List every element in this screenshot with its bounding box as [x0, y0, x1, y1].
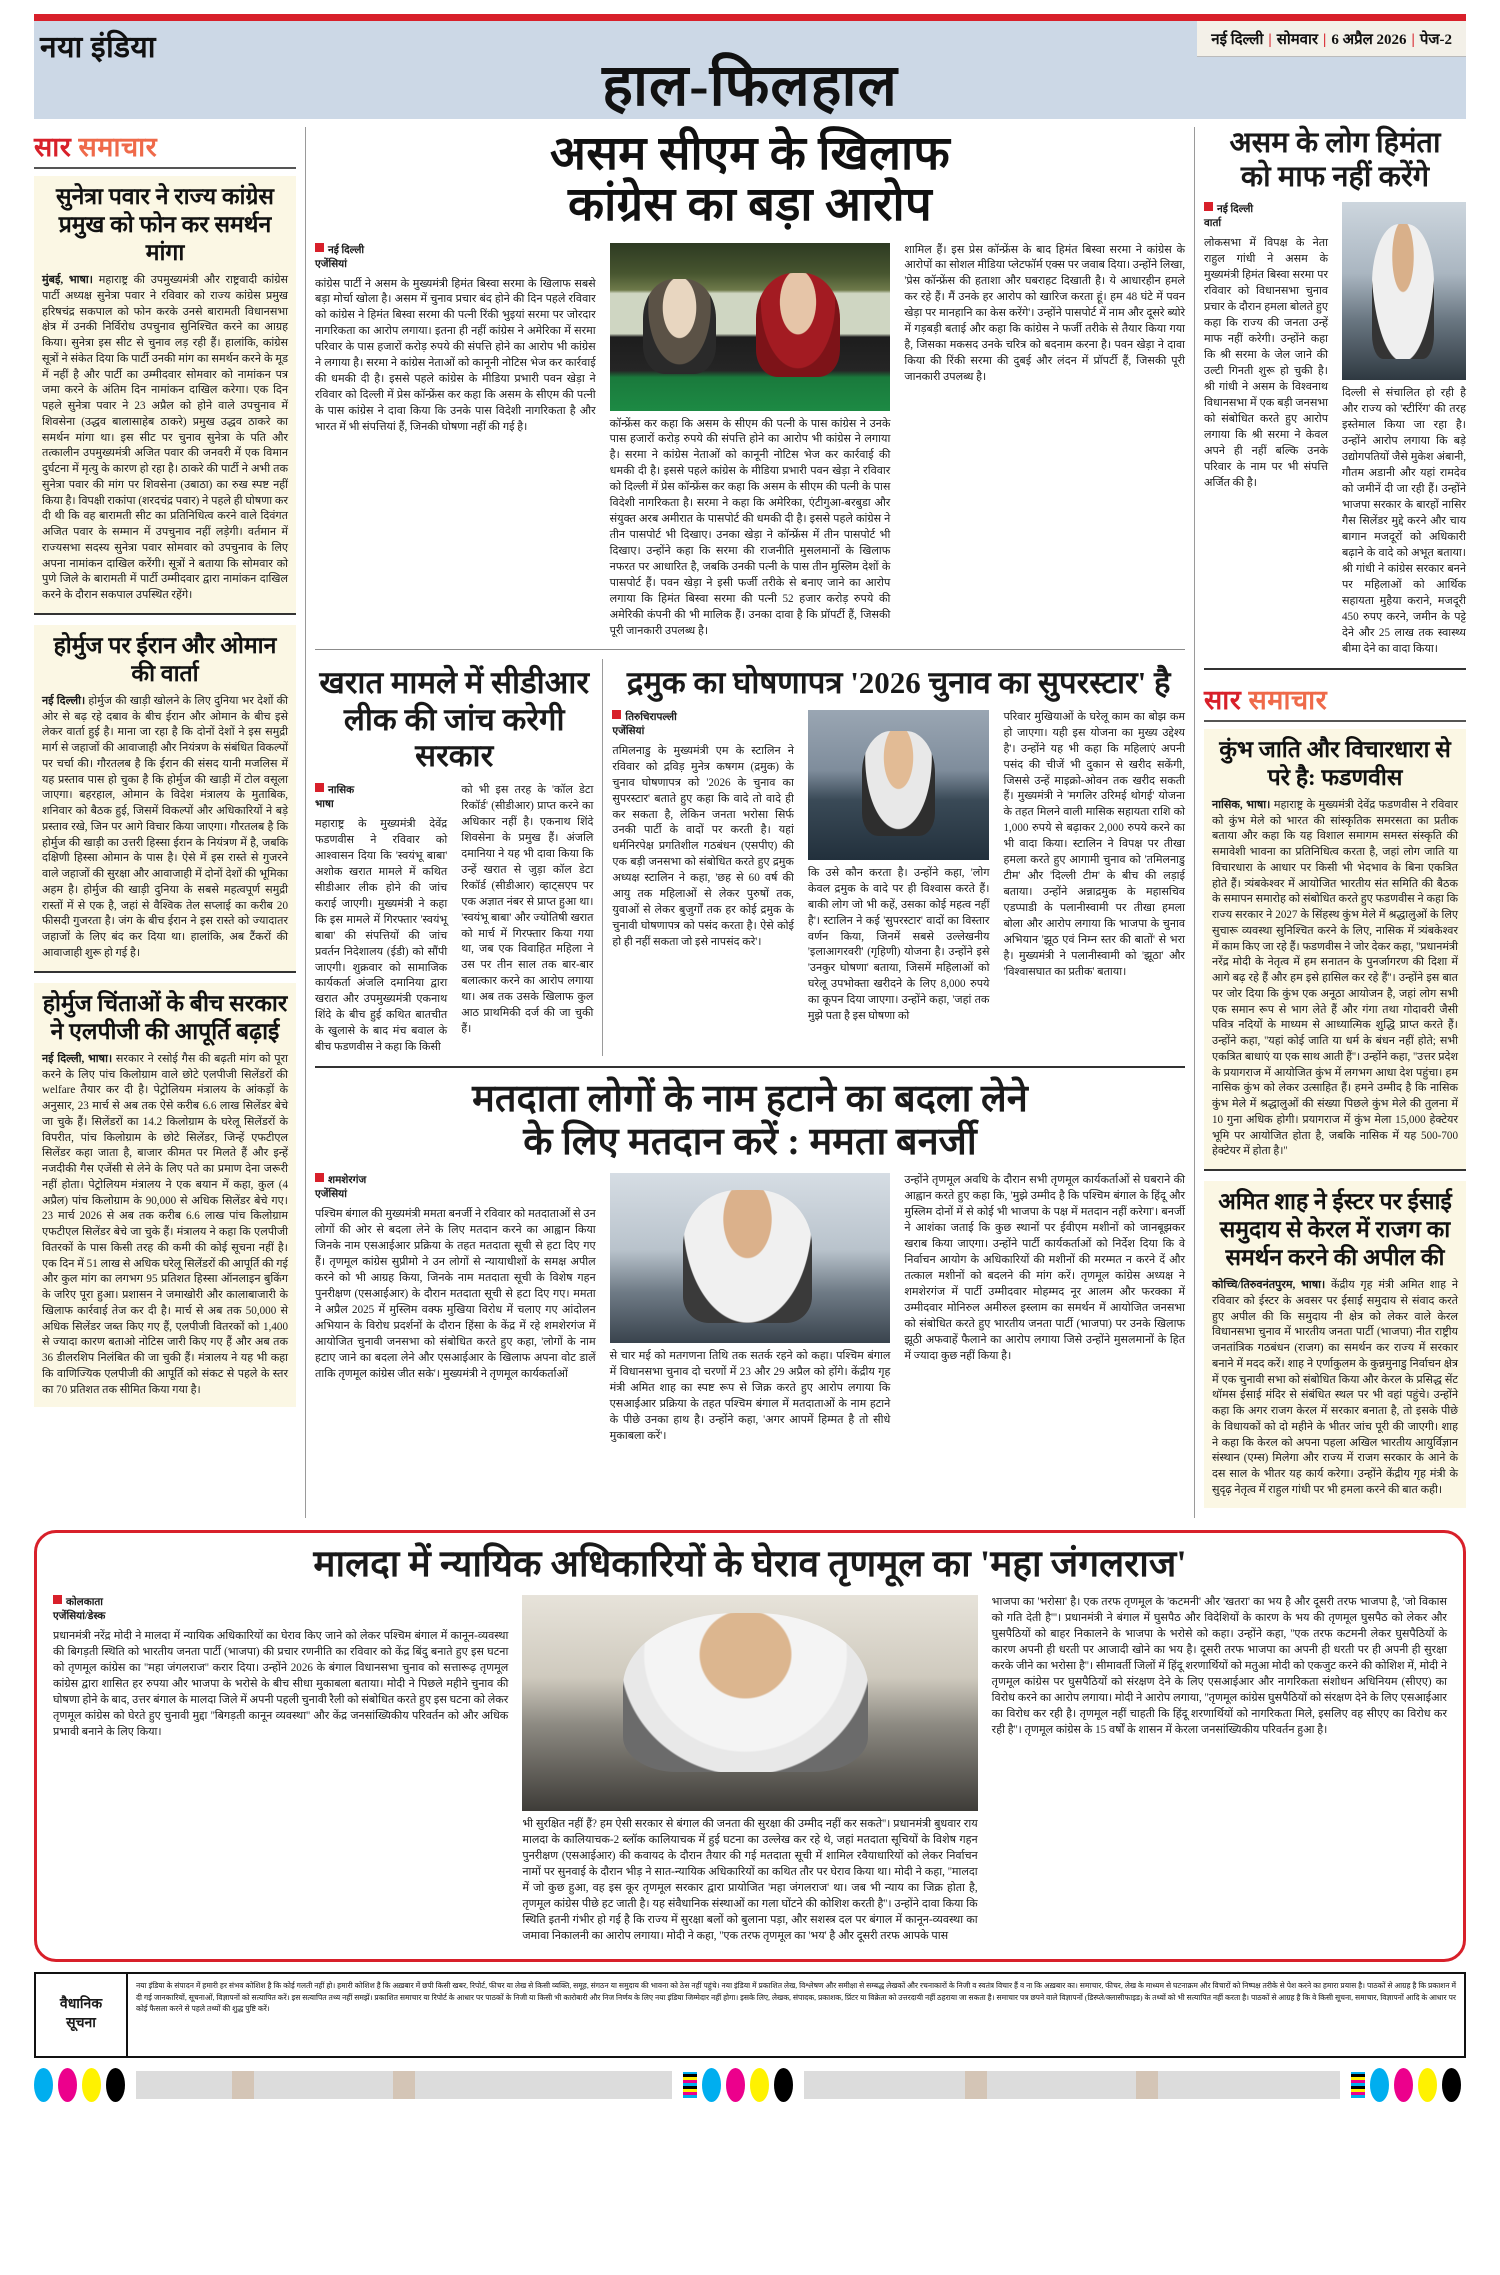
newspaper-logo: नया इंडिया [40, 31, 157, 64]
top-right-text-1: लोकसभा में विपक्ष के नेता राहुल गांधी ने असम के मुख्यमंत्री हिमंत बिस्वा सरमा पर रविवार को विधानसभा चुनाव प्रचार के दौरान हमला बोलते हुए कहा कि राज्य की जनता उन्हें माफ नहीं करेगी। उन्होंने कहा कि श्री सरमा के जेल जाने की उल्टी गिनती शुरू हो चुकी है। श्री गांधी ने असम के विश्वनाथ विधानसभा में एक बड़ी जनसभा को संबोधित करते हुए आरोप लगाया कि श्री सरमा ने केवल अपने ही नहीं बल्कि उनके परिवार के नाम पर भी संपत्ति अर्जित की है। [1204, 237, 1328, 489]
disclaimer-label [36, 1974, 128, 2056]
dmk-col-3 [996, 710, 1185, 1026]
magenta-dot-icon [1394, 2068, 1413, 2102]
registration-mark-icon [683, 2072, 697, 2098]
dmk-text-3: परिवार मुखियाओं के घरेलू काम का बोझ कम हो जाएगा। यही इस योजना का मुख्य उद्देश्य है'। उन्होंने यह भी कहा कि महिलाएं अपनी पसंद की चीजें भी दुकान से खरीद सकेंगी, जिससे उन्हें माइक्रो-ओवन तक खरीद सकती हैं। मुख्यमंत्री ने 'मगलिर उरिमई थोगई' योजना के तहत मिलने वाली मासिक सहायता राशि को 1,000 रुपये से बढ़ाकर 2,000 रुपये करने का भी वादा किया। स्टालिन ने विपक्ष पर तीखा हमला करते हुए आगामी चुनाव को 'तमिलनाडु टीम' और 'दिल्ली टीम' के बीच की लड़ाई बताया। उन्होंने अन्नाद्रमुक के महासचिव एडप्पाडी के पलानीस्वामी पर तीखा हमला बोला और आरोप लगाया कि भाजपा के चुनाव अभियान 'झूठ एवं निम्न स्तर की बातों' से भरा है। मुख्यमंत्री ने पलानीस्वामी को 'झूठा' और 'विश्वासघात का प्रतीक' बताया। [1003, 710, 1185, 979]
sidebar-item-0-body [42, 273, 288, 604]
right-sidebar-item-0[interactable] [1204, 729, 1466, 1171]
saar-rule [34, 167, 296, 169]
dmk-text-1: तमिलनाडु के मुख्यमंत्री एम के स्टालिन ने रविवार को द्रविड़ मुनेत्र कषगम (द्रमुक) के चुनाव घोषणापत्र को '2026 के चुनाव का सुपरस्टार' बताते हुए कहा कि वादे तो वादे ही कर सकता है, लेकिन जनता भरोसा सिर्फ उनकी पार्टी के वादों पर करती है। यहां धर्मनिरपेक्ष प्रगतिशील गठबंधन (एसपीए) की एक बड़ी जनसभा को संबोधित करते हुए द्रमुक अध्यक्ष स्टालिन ने कहा, 'छह से 60 वर्ष की आयु तक महिलाओं से लेकर पुरुषों तक, युवाओं से लेकर बुजुर्गों तक हर कोई द्रमुक के चुनावी घोषणापत्र को पसंद करता है। ऐसे कोई हो ही नहीं सकता जो इसे नापसंद करे'। [612, 744, 794, 949]
right-sidebar-item-0-text: महाराष्ट्र के मुख्यमंत्री देवेंद्र फडणवीस ने रविवार को कुंभ मेले को भारत की सांस्कृतिक समरसता का प्रतीक बताया और कहा कि यह विशाल समागम समस्त संस्कृति की समावेशी भावना का प्रतिनिधित्व करता है, जहां लोग जाति या विचारधारा के आधार पर किसी भी भेदभाव के बिना एकत्रित होते हैं। त्र्यंबकेश्वर में आयोजित भारतीय संत समिति की बैठक के समापन समारोह को संबोधित करते हुए फडणवीस ने कहा कि राज्य सरकार ने 2027 के सिंहस्थ कुंभ मेले में श्रद्धालुओं के लिए सुचारू व्यवस्था सुनिश्चित करने के लिए, नासिक में त्र्यंबकेश्वर में काम किए जा रहे हैं। फडणवीस ने जोर देकर कहा, ''प्रधानमंत्री नरेंद्र मोदी के नेतृत्व में हम सनातन के पुनर्जागरण की दिशा में आगे बढ़ रहे हैं और हम इसे हासिल कर रहे हैं''। उन्होंने इस बात पर जोर दिया कि कुंभ एक अनूठा आयोजन है, जहां लोग सभी एक समान रूप से भाग लेते हैं और गंगा तथा गोदावरी जैसी पवित्र नदियों के माध्यम से आध्यात्मिक शुद्धि प्राप्त करते हैं। उन्होंने कहा, ''यहां कोई जाति या धर्म के बंधन नहीं होते; सभी एकत्रित बाधाएं या एक साथ आती हैं''। उन्होंने कहा, ''उत्तर प्रदेश के प्रयागराज में आयोजित कुंभ में लगभग आधा देश पहुंचा। हम नासिक कुंभ को लेकर उत्साहित हैं। हमने उम्मीद है कि नासिक कुंभ मेले में श्रद्धालुओं की संख्या पिछले कुंभ मेले की तुलना में 10 गुना अधिक होगी। प्रयागराज में कुंभ मेला 15,000 हेक्टेयर भूमि पर आयोजित होता है, जबकि नासिक में यह 500-700 हेक्टेयर में होता है।'' [1212, 798, 1458, 1158]
mamata-story-headline [315, 1078, 1185, 1163]
cdr-city: नासिक [328, 784, 355, 796]
top-right-text-2: दिल्ली से संचालित हो रही है और राज्य को 'स्टीरिंग' की तरह इस्तेमाल किया जा रहा है। उन्होंने आरोप लगाया कि बड़े उद्योगपतियों जैसे मुकेश अंबानी, गौतम अडानी और यहां रामदेव को जमीनें दी जा रही हैं। उन्होंने भाजपा सरकार के बारहों नासिर गैस सिलेंडर मुद्दे करने और चाय बागान मजदूरों को अधिकारी बढ़ाने के वादे को अभूत बताया। श्री गांधी ने कांग्रेस सरकार बनने पर महिलाओं को आर्थिक सहायता मुहैया कराने, मजदूरी 450 रुपए करने, जमीन के पट्टे देने और 25 लाख तक स्वास्थ्य बीमा देने का वादा किया। [1342, 387, 1466, 655]
red-square-icon [315, 1173, 324, 1182]
press-registration-bar [34, 2066, 1466, 2104]
left-sidebar [34, 127, 296, 1518]
dmk-text-2: कि उसे कौन करता है। उन्होंने कहा, 'लोग केवल द्रमुक के वादे पर ही विश्वास करते हैं। बाकी लोग जो भी कहें, उसका कोई महत्व नहीं है'। स्टालिन ने कई 'सुपरस्टार' वादों का विस्तार वर्णन किया, जिनमें सबसे उल्लेखनीय 'इलाआगरवरी' (गृहिणी) योजना है। उन्होंने इसे 'उनकुर घोषणा' बताया, जिसमें महिलाओं को घरेलू उपभोक्ता खरीदने के लिए 8,000 रुपये का कूपन दिया जाएगा। उन्होंने कहा, 'जहां तक मुझे पता है इस घोषणा को [807, 866, 990, 1023]
cdr-agency: भाषा [315, 798, 334, 810]
red-square-icon [315, 783, 324, 792]
column-divider [1194, 127, 1195, 1518]
disclaimer-label-line1: वैधानिक [59, 1997, 103, 2013]
malda-col-3 [985, 1595, 1447, 1945]
dmk-story-headline: द्रमुक का घोषणापत्र '2026 चुनाव का सुपरस्टार' है [626, 665, 1171, 701]
sidebar-item-0-text: महाराष्ट्र की उपमुख्यमंत्री और राष्ट्रवादी कांग्रेस पार्टी अध्यक्ष सुनेत्रा पवार ने रविवार को राज्य कांग्रेस प्रमुख हरिषचंद्र सकपाल को फोन करके उनसे बारामती विधानसभा क्षेत्र में उनकी निर्विरोध उपचुनाव सुनिश्चित करने का आग्रह किया। सुनेत्रा इस सीट से चुनाव लड़ रही हैं। हालांकि, कांग्रेस सूत्रों ने संकेत दिया कि पार्टी उनकी मांग का समर्थन करने के मूड में नहीं है और पार्टी का उम्मीदवार सोमवार को नामांकन पत्र जमा करने के अंतिम दिन नामांकन दाखिल करेगा। एक दिन पहले सुनेत्रा पवार ने 23 अप्रैल को होने वाले उपचुनाव में शिवसेना (उद्धव बालासाहेब ठाकरे) प्रमुख उद्धव ठाकरे का समर्थन मांगा था। इस सीट पर चुनाव सुनेत्रा के पति और तत्कालीन उपमुख्यमंत्री अजित पवार की जनवरी में एक विमान दुर्घटना में मृत्यु के कारण हो रहा है। ठाकरे की पार्टी ने अभी तक सुनेत्रा पवार की मांग पर शिवसेना (उबाठा) का रुख स्पष्ट नहीं किया है। विपक्षी राकांपा (शरदचंद्र पवार) ने पहले ही घोषणा कर दी थी कि वह बारामती सीट का प्रतिनिधित्व करने वाले दिवंगत अजित पवार के सम्मान में उपचुनाव नहीं लड़ेगी। वर्तमान में राज्यसभा सदस्य सुनेत्रा पवार सोमवार को उपचुनाव के लिए अपना नामांकन दाखिल करेंगी। सूत्रों ने बताया कि सोमवार को पुणे जिले के बारामती में पार्टी उम्मीदवार द्वारा नामांकन दाखिल करने के दौरान सकपाल उपस्थित रहेंगे। [42, 274, 288, 602]
page-title: हाल-फिलहाल [602, 53, 898, 118]
lead-story-dateline [315, 243, 596, 257]
cdr-story[interactable] [315, 659, 593, 1056]
sidebar-item-0-headline: सुनेत्रा पवार ने राज्य कांग्रेस प्रमुख को फोन कर समर्थन मांगा [56, 184, 274, 266]
cyan-dot-icon [34, 2068, 53, 2102]
malda-text-2: भी सुरक्षित नहीं हैं? हम ऐसी सरकार से बंगाल की जनता की सुरक्षा की उम्मीद नहीं कर सकते''। प्रधानमंत्री बुधवार राय मालदा के कालियाचक-2 ब्लॉक कालियाचक में हुई घटना का उल्लेख कर रहे थे, जहां मतदाता सूचियों के विशेष गहन पुनरीक्षण (एसआईआर) की कवायद के दौरान तैयार की गई मतदाता सूची में शामिल रवैयाधारियों को लेकर निर्वाचन नामों पर सुनवाई के दौरान भीड़ ने सात-न्यायिक अधिकारियों का कथित तौर पर घेराव किया था। मोदी ने कहा, ''मालदा में जो कुछ हुआ, वह इस कूर तृणमूल सरकार द्वारा प्रायोजित 'महा जंगलराज' था। जब भी न्याय का जिक्र होता है, तृणमूल कांग्रेस पीछे हट जाती है। यह संवैधानिक संस्थाओं का गला घोंटने की कोशिश करती है''। उन्होंने दावा किया कि स्थिति इतनी गंभीर हो गई है कि राज्य में सुरक्षा बलों को बुलाना पड़ा, और सशस्त्र दल पर बंगाल में कानून-व्यवस्था का जमावा निकालनी का आरोप लगाया। मोदी ने कहा, ''एक तरफ तृणमूल का 'भय' है और दूसरी तरफ आपके पास [522, 1818, 978, 1943]
top-right-story[interactable] [1204, 127, 1466, 658]
dmk-story-photo [808, 710, 990, 860]
top-right-headline [1204, 127, 1466, 194]
mamata-col-3 [897, 1173, 1185, 1445]
yellow-dot-icon [750, 2068, 769, 2102]
malda-headline-part1: मालदा में न्यायिक अधिकारियों के घेराव तृणमूल का [313, 1543, 971, 1585]
dmk-city: तिरुचिरापल्ली [625, 711, 677, 723]
cdr-headline-line1: खरात मामले में सीडीआर [319, 665, 589, 701]
right-sidebar-item-1[interactable] [1204, 1181, 1466, 1508]
grey-bar-1 [136, 2071, 672, 2099]
sidebar-item-1[interactable] [34, 625, 296, 973]
mamata-headline-line2: के लिए मतदान करें : ममता बनर्जी [523, 1120, 977, 1163]
right-saar-label-2: समाचार [1248, 684, 1328, 715]
right-sidebar-item-1-body [1212, 1278, 1458, 1499]
malda-dateline [53, 1595, 508, 1609]
malda-story-photo [522, 1595, 977, 1811]
sidebar-item-2[interactable] [34, 983, 296, 1408]
lead-story-headline-line2: कांग्रेस का बड़ा आरोप [568, 178, 932, 231]
malda-story-headline [53, 1545, 1447, 1586]
sidebar-item-0-dateline: मुंबई, भाषा। [42, 274, 94, 287]
mamata-col-2 [603, 1173, 898, 1445]
column-divider [602, 659, 603, 1056]
lead-story-headline [315, 129, 1185, 231]
red-square-icon [612, 710, 621, 719]
top-right-dateline [1204, 202, 1328, 216]
grey-bar-2 [804, 2071, 1340, 2099]
malda-text-3: भाजपा का 'भरोसा' है। एक तरफ तृणमूल के 'कटमनी' और 'खतरा' का भय है और दूसरी तरफ भाजपा है, 'जो विकास को गति देती है'''। प्रधानमंत्री ने बंगाल में घुसपैठ और विदेशियों के कारण के भय की तृणमूल घुसपैठ को लेकर और घुसपैठियों को बाहर निकालने के भाजपा के भरोसे को कहा। उन्होंने कहा, ''एक तरफ कटमनी लेकर घुसपैठियों के कारण अपनी ही धरती पर आजादी खोने का भय है। दूसरी तरफ भाजपा का अपनी ही धरती पर ही अपनी ही सुरक्षा करके जीने का भरोसा है''। सीमावर्ती जिलों में हिंदू शरणार्थियों को मतुआ मोदी को एकजुट करने की कोशिश में, मोदी ने तृणमूल कांग्रेस पर घुसपैठियों को संरक्षण देने के लिए एसआईआर और नागरिकता संशोधन अधिनियम (सीएए) का विरोध करने का आरोप लगाया। मोदी ने आरोप लगाया, ''तृणमूल कांग्रेस घुसपैठियों को संरक्षण देने के लिए एसआईआर का विरोध कर रही है। तृणमूल नहीं चाहती कि हिंदू शरणार्थियों को नागरिकता मिले, इसलिए वह सीएए का विरोध कर रही है''। तृणमूल कांग्रेस के 15 वर्षों के शासन में केरला जनसांख्यिकीय परिवर्तन हुआ है। [991, 1596, 1447, 1737]
black-dot-icon [1442, 2068, 1461, 2102]
yellow-dot-icon [82, 2068, 101, 2102]
right-sidebar-item-1-text: केंद्रीय गृह मंत्री अमित शाह ने रविवार को ईस्टर के अवसर पर ईसाई समुदाय से संवाद करते हुए अपील की कि समुदाय नी क्षेत्र को लेकर वाले केरल विधानसभा चुनाव में भारतीय जनता पार्टी (भाजपा) नीत राष्ट्रीय जनतांत्रिक गठबंधन (राजग) का समर्थन कर राज्य में सरकार बनाने में मदद करें। शाह ने एर्णाकुलम के कुन्नमुनाडु निर्वाचन क्षेत्र में एक चुनावी सभा को संबोधित किया और केरल के प्रसिद्ध सेंट थॉमस ईसाई मंदिर से संबंधित स्थल पर भी वहां पहुंचे। उन्होंने कहा कि अगर राजग केरल में सरकार बनाता है, तो इसके पीछे के विधायकों को दो महीने के भीतर जांच पूरी की जाएगी। शाह ने कहा कि केरल को अपना पहला अखिल भारतीय आयुर्विज्ञान संस्थान (एम्स) मिलेगा और राज्य में राजग सरकार के आने के दस साल के भीतर यह कार्य करेगा। उन्होंने केंद्रीय गृह मंत्री के सुदृढ़ नेतृत्व में राहुल गांधी पर भी हमला करने की बात कही। [1212, 1279, 1458, 1496]
right-sidebar-item-0-headline: कुंभ जाति और विचारधारा से परे है: फडणवीस [1219, 736, 1451, 790]
edition-dateline: नई दिल्ली | सोमवार | 6 अप्रैल 2026 | पेज-2 [1197, 21, 1466, 57]
cyan-dot-icon [1370, 2068, 1389, 2102]
dmk-agency: एजेंसियां [612, 725, 645, 737]
right-column [1204, 127, 1466, 1518]
saar-samachar-header [34, 127, 296, 167]
top-right-headline-line2: को माफ नहीं करेंगे [1240, 160, 1430, 193]
edition-city: नई दिल्ली [1211, 32, 1264, 48]
lead-story-headline-line1: असम सीएम के खिलाफ [550, 128, 950, 180]
black-dot-icon [774, 2068, 793, 2102]
masthead [34, 21, 1466, 119]
mamata-city: शमशेरगंज [328, 1175, 367, 1187]
dmk-dateline [612, 710, 794, 724]
sidebar-item-1-headline: होर्मुज पर ईरान और ओमान की वार्ता [53, 632, 277, 686]
mamata-story[interactable] [315, 1078, 1185, 1445]
mamata-text-2: से चार मई को मतगणना तिथि तक सतर्क रहने को कहा। पश्चिम बंगाल में विधानसभा चुनाव दो चरणों में 23 और 29 अप्रैल को होंगे। केंद्रीय गृह मंत्री अमित शाह का स्पष्ट रूप से जिक्र करते हुए आरोप लगाया कि एसआईआर प्रक्रिया के तहत पश्चिम बंगाल में मतदाताओं के नाम हटाने के पीछे उनका हाथ है। उन्होंने कहा, 'अगर आपमें हिम्मत है तो सीधे मुकाबला करें'। [609, 1350, 891, 1443]
cdr-text-2: को भी इस तरह के 'कॉल डेटा रिकॉर्ड' (सीडीआर) प्राप्त करने का अधिकार नहीं है। एकनाथ शिंदे शिवसेना के प्रमुख हैं। अंजलि दमानिया ने यह भी दावा किया कि उन्हें खरात से जुड़ा कॉल डेटा रिकॉर्ड (सीडीआर) व्हाट्सएप पर एक अज्ञात नंबर से प्राप्त हुआ था। 'स्वयंभू बाबा' और ज्योतिषी खरात को मार्च में गिरफ्तार किया गया था, जब एक विवाहित महिला ने उस पर तीन साल तक बार-बार बलात्कार करने का आरोप लगाया था। अब तक उसके खिलाफ कुल आठ प्राथमिकी दर्ज की जा चुकी हैं। [461, 783, 594, 1036]
top-zone [34, 127, 1466, 1518]
saar-label-2: समाचार [78, 132, 158, 162]
magenta-dot-icon [726, 2068, 745, 2102]
lead-story-columns [315, 243, 1185, 641]
sidebar-item-2-text: सरकार ने रसोई गैस की बढ़ती मांग को पूरा करने के लिए पांच किलोग्राम वाले छोटे एलपीजी सिलेंडरों की welfare तैयार कर दी है। पेट्रोलियम मंत्रालय के आंकड़ों के अनुसार, 23 मार्च से अब तक ऐसे करीब 6.6 लाख सिलेंडर बेचे जा चुके हैं। सिलेंडरों का 14.2 किलोग्राम के घरेलू सिलेंडरों के विपरीत, पांच किलोग्राम के छोटे सिलेंडर, जिन्हें एफटीएल सिलेंडर कहा जाता है, बाजार कीमत पर मिलते हैं और इन्हें नजदीकी गैस एजेंसी से लेने के लिए पते का प्रमाण देना जरूरी नहीं होता। पेट्रोलियम मंत्रालय ने एक बयान में कहा, कुल (4 अप्रैल) पांच किलोग्राम के 90,000 से अधिक सिलेंडर बेचे गए। 23 मार्च 2026 से अब तक करीब 6.6 लाख पांच किलोग्राम एफटीएल सिलेंडर बेचे जा चुके हैं। मंत्रालय ने कहा कि एलपीजी वितरकों के पास किसी तरह की कमी की कोई सूचना नहीं है। एक दिन में 51 लाख से अधिक घरेलू सिलेंडरों की आपूर्ति की गई और कुल मांग का लगभग 95 प्रतिशत हिस्सा ऑनलाइन बुकिंग के जरिए पूरा हुआ। प्रशासन ने जमाखोरी और कालाबाजारी के खिलाफ कार्रवाई तेज कर दी है। मार्च से अब तक 50,000 से अधिक सिलेंडर जब्त किए गए हैं, एलपीजी वितरकों को 1,400 से ज्यादा कारण बताओ नोटिस जारी किए गए हैं और अब तक 36 डीलरशिप निलंबित की जा चुकी हैं। मंत्रालय ने यह भी कहा कि वाणिज्यिक एलपीजी की आपूर्ति को संकट से पहले के स्तर का 70 प्रतिशत तक सीमित किया गया है। [42, 1052, 288, 1396]
malda-headline-part2: 'महा जंगलराज' [979, 1543, 1187, 1585]
dmk-col-2 [801, 710, 997, 1026]
cdr-story-headline [315, 665, 593, 775]
right-sidebar-item-0-dateline: नासिक, भाषा। [1212, 798, 1271, 811]
cyan-dot-icon [702, 2068, 721, 2102]
sidebar-item-1-text: होर्मुज की खाड़ी खोलने के लिए दुनिया भर देशों की ओर से बढ़ रहे दबाव के बीच ईरान और ओमान के बीच इसे लेकर वार्ता हुई है। माना जा रहा है कि दोनों देशों ने इस समुद्री मार्ग से जहाजों की आवाजाही और नियंत्रण के संबंधित विकल्पों पर चर्चा की। गौरतलब है कि ईरान की संसद यानी मजलिस में यह प्रस्ताव पास हो चुका है कि होर्मुज की खाड़ी में टोल वसूला जाएगा। बहरहाल, ओमान के विदेश मंत्रालय के मुताबिक, शनिवार को बैठक हुई, जिसमें विकल्पों और अधिकारियों ने बड़े प्रस्ताव रखे, जिन पर आगे विचार किया जाएगा। गौरतलब है कि होर्मुज की खाड़ी का उत्तरी हिस्सा ईरान के नियंत्रण में है, जबकि दक्षिणी हिस्सा ओमान के पास है। ऐसे में इस रास्ते से गुजरने वाले जहाजों की सुरक्षा और आवाजाही में दोनों देशों की भूमिका अहम है। होर्मुज की खाड़ी दुनिया के सबसे महत्वपूर्ण समुद्री रास्तों में से एक है, जहां से वैश्विक तेल सप्लाई का करीब 20 फीसदी गुजरता है। जंग के बीच ईरान ने इस रास्ते को ज्यादातर जहाजों के लिए बंद कर दिया था। हालांकि, अब टैंकरों की आवाजाही शुरू हो गई है। [42, 694, 289, 959]
cdr-headline-line2: लीक की जांच करेगी सरकार [343, 701, 565, 774]
yellow-dot-icon [1418, 2068, 1437, 2102]
section-divider-3 [1204, 668, 1466, 670]
top-right-photo [1342, 202, 1466, 380]
top-right-agency: वार्ता [1204, 218, 1222, 230]
sidebar-item-2-dateline: नई दिल्ली, भाषा। [42, 1052, 113, 1065]
sidebar-item-1-body [42, 694, 288, 962]
column-divider [305, 127, 306, 1518]
mamata-text-1: पश्चिम बंगाल की मुख्यमंत्री ममता बनर्जी ने रविवार को मतदाताओं से उन लोगों की ओर से बदला लेने के लिए मतदान करने का आह्वान किया जिनके नाम एसआईआर प्रक्रिया के तहत मतदाता सूची से हटा दिए गए हैं। तृणमूल कांग्रेस सुप्रीमो ने उन लोगों से न्यायाधीशों के समक्ष अपील करने को भी आग्रह किया, जिनके नाम मतदाता सूची के विशेष गहन पुनरीक्षण (एसआईआर) के दौरान मतदाता सूची से हटा दिए गए। ममता ने अप्रैल 2025 में मुस्लिम वक्फ मुखिया विरोध में चलाए गए आंदोलन अभियान के विरोध प्रदर्शनों के दौरान हिंसा के केंद्र में रहे शमशेरगंज में आयोजित चुनावी जनसभा को संबोधित करते हुए कहा, 'लोगों के नाम हटाए जाने का बदला लेने और एसआईआर के खिलाफ अपना वोट डालें ताकि तृणमूल कांग्रेस जीत सके'। मुख्यमंत्री ने तृणमूल कार्यकर्ताओं [315, 1208, 596, 1381]
right-saar-label-1: सार [1204, 684, 1242, 715]
right-sidebar-item-1-dateline: कोच्चि/तिरुवनंतपुरम, भाषा। [1212, 1279, 1326, 1292]
mamata-text-3: उन्होंने तृणमूल अवधि के दौरान सभी तृणमूल कार्यकर्ताओं से घबराने की आह्वान करते हुए कहा कि, 'मुझे उम्मीद है कि पश्चिम बंगाल के हिंदू और मुस्लिम दोनों में से कोई भी भाजपा के पक्ष में मतदान नहीं करेगा'। बनर्जी ने आशंका जताई कि कुछ स्थानों पर ईवीएम मशीनों को जानबूझकर खराब किया जाएगा। उन्होंने पार्टी कार्यकर्ताओं को निर्देश दिया कि वे निर्वाचन आयोग के अधिकारियों की मशीनों की मरम्मत न करने दें और तत्काल मशीनों को बदलने की मांग करें। तृणमूल कांग्रेस अध्यक्ष ने शमशेरगंज में पार्टी उम्मीदवार मोहम्मद नूर आलम और फरक्का में उम्मीदवार मोनिरुल अमीरुल इस्लाम का समर्थन में आयोजित जनसभा को संबोधित करते हुए भारतीय जनता पार्टी (भाजपा) पर उनके खिलाफ झूठी अफवाहें फैलाने का आरोप लगाया जिसे उन्होंने मुसलमानों के हित में ज्यादा कुछ नहीं किया है। [904, 1174, 1186, 1363]
sidebar-item-2-headline: होर्मुज चिंताओं के बीच सरकार ने एलपीजी की आपूर्ति बढ़ाई [42, 990, 288, 1044]
dmk-story[interactable] [612, 659, 1185, 1056]
lead-story-photo [610, 243, 891, 411]
sidebar-item-2-body [42, 1052, 288, 1399]
bottom-zone [34, 1518, 1466, 1962]
malda-text-1: प्रधानमंत्री नरेंद्र मोदी ने मालदा में न्यायिक अधिकारियों का घेराव किए जाने को लेकर पश्चिम बंगाल में कानून-व्यवस्था की बिगड़ती स्थिति को भारतीय जनता पार्टी (भाजपा) की प्रचार रणनीति का रविवार को केंद्र बिंदु बनाते हुए इस घटना को तृणमूल कांग्रेस का ''महा जंगलराज'' करार दिया। उन्होंने 2026 के बंगाल विधानसभा चुनाव को सत्तारूढ़ तृणमूल कांग्रेस द्वारा शासित हर रुपया और भाजपा के भरोसे के बीच सीधा मुकाबला बताया। मोदी ने पिछले महीने चुनाव की घोषणा होने के बाद, उत्तर बंगाल के मालदा जिले में अपनी पहली चुनावी रैली को संबोधित करते हुए इस घटना को लेकर तृणमूल कांग्रेस को घेरते हुए चुनावी मुद्दा ''बिगड़ती कानून व्यवस्था'' और केंद्र जनसांख्यिकीय परिवर्तन को और अधिक प्रभावी बनाने के लिए किया। [53, 1630, 509, 1739]
magenta-dot-icon [58, 2068, 77, 2102]
malda-col-2 [515, 1595, 984, 1945]
disclaimer-label-line2: सूचना [66, 2016, 96, 2032]
malda-agency: एजेंसियां/डेस्क [53, 1611, 106, 1623]
right-saar-rule [1204, 720, 1466, 722]
red-square-icon [53, 1595, 62, 1604]
lead-story-col-1 [315, 243, 603, 641]
mamata-agency: एजेंसियां [315, 1189, 347, 1201]
mamata-col-1 [315, 1173, 603, 1445]
mid-row [315, 659, 1185, 1056]
right-saar-header [1204, 680, 1466, 720]
lead-story-text-2: कॉन्फ्रेंस कर कहा कि असम के सीएम की पत्नी के पास कांग्रेस ने उनके पास हजारों करोड़ रुपये की संपत्ति होने का आरोप भी कांग्रेस ने लगाया है। सरमा ने कांग्रेस नेताओं को कानूनी नोटिस भेज कर कार्रवाई की धमकी दी है। इससे पहले कांग्रेस के मीडिया प्रभारी पवन खेड़ा ने रविवार को दिल्ली में प्रेस कॉन्फ्रेंस कर कहा कि असम के सीएम की पत्नी के पास विदेशी नागरिकता है। सरमा ने कहा कि अमेरिका, एंटीगुआ-बरबुडा और संयुक्त अरब अमीरात के पासपोर्ट की धमकी दी है। इससे पहले कांग्रेस ने तीन पासपोर्ट भी दिखाए। उनका खेड़ा ने कॉन्फ्रेंस में तीन पासपोर्ट भी दिखाए। उन्होंने कहा कि सरमा की राजनीति मुसलमानों के खिलाफ नफरत पर आधारित है, जबकि उनकी पत्नी के पास तीन मुस्लिम देशों के पासपोर्ट हैं। पवन खेड़ा ने इसी फर्जी तरीके से बनाए जाने का आरोप लगाया कि हिमंत बिस्वा सरमा की पत्नी 52 हजार करोड़ रुपये की अमेरिकी कंपनी की भी मालिक हैं। उनका दावा है कि प्रॉपर्टी हैं, जिसकी पूरी जानकारी उपलब्ध है। [609, 417, 891, 638]
legal-disclaimer [34, 1972, 1466, 2058]
right-sidebar-item-0-body [1212, 798, 1458, 1160]
section-divider-1 [315, 649, 1185, 650]
section-divider-2 [315, 1066, 1185, 1068]
page-body [34, 127, 1466, 1962]
malda-city: कोलकाता [66, 1597, 104, 1609]
mamata-dateline [315, 1173, 596, 1187]
saar-label-1: सार [34, 132, 72, 162]
lead-story-city: नई दिल्ली [328, 244, 365, 256]
lead-story-col-2 [603, 243, 898, 641]
sidebar-item-0[interactable] [34, 176, 296, 615]
top-right-headline-line1: असम के लोग हिमंता [1229, 127, 1441, 159]
lead-story-col-3 [897, 243, 1185, 641]
registration-mark-icon [1351, 2072, 1365, 2098]
malda-story[interactable] [34, 1530, 1466, 1962]
malda-wrap [34, 1518, 1466, 1962]
lead-story-text-1: कांग्रेस पार्टी ने असम के मुख्यमंत्री हिमंत बिस्वा सरमा के खिलाफ सबसे बड़ा मोर्चा खोला है। असम में चुनाव प्रचार बंद होने की दिन पहले रविवार को कांग्रेस ने हिमंत बिस्वा सरमा की पत्नी रिंकी भुइयां सरमा पर जोरदार नागरिकता का आरोप लगाया। इतना ही नहीं कांग्रेस ने अमेरिका में सरमा परिवार के पास हजारों करोड़ रुपये की संपत्ति होने का आरोप भी कांग्रेस ने लगाया है। सरमा ने कांग्रेस नेताओं को कानूनी नोटिस भेज कर कार्रवाई की धमकी दी है। इससे पहले कांग्रेस के मीडिया प्रभारी पवन खेड़ा ने रविवार को दिल्ली में प्रेस कॉन्फ्रेंस कर कहा कि असम के सीएम की पत्नी के पास कांग्रेस ने दावा किया कि उनके पास विदेशी नागरिकता है और भारत में भी संपत्तियां हैं, जिनकी घोषणा नहीं की गई है। [315, 277, 596, 434]
right-sidebar-item-1-headline: अमित शाह ने ईस्टर पर ईसाई समुदाय से केरल में राजग का समर्थन करने की अपील की [1218, 1189, 1452, 1271]
mamata-story-photo [610, 1173, 891, 1343]
edition-date: 6 अप्रैल 2026 [1331, 32, 1407, 48]
lead-story-agency: एजेंसियां [315, 258, 347, 270]
masthead-top-rule [34, 14, 1466, 21]
red-square-icon [315, 243, 324, 252]
malda-columns [53, 1595, 1447, 1945]
edition-day: सोमवार [1276, 32, 1319, 48]
cdr-text-1: महाराष्ट्र के मुख्यमंत्री देवेंद्र फडणवीस ने रविवार को आश्वासन दिया कि 'स्वयंभू बाबा' अशोक खरात मामले में कथित सीडीआर लीक होने की जांच कराई जाएगी। मुख्यमंत्री ने कहा कि इस मामले में गिरफ्तार 'स्वयंभू बाबा' की संपत्तियों की जांच प्रवर्तन निदेशालय (ईडी) को सौंपी जाएगी। शुक्रवार को सामाजिक कार्यकर्ता अंजलि दमानिया द्वारा खरात और उपमुख्यमंत्री एकनाथ शिंदे के बीच हुई कथित बातचीत के खुलासे के बाद मंच बवाल के बीच फडणवीस ने कहा कि किसी [315, 817, 448, 1054]
main-column [315, 127, 1185, 1518]
mamata-headline-line1: मतदाता लोगों के नाम हटाने का बदला लेने [472, 1078, 1028, 1121]
dmk-col-1 [612, 710, 801, 1026]
malda-col-1 [53, 1595, 515, 1945]
black-dot-icon [106, 2068, 125, 2102]
lead-story[interactable] [315, 129, 1185, 640]
sidebar-item-1-dateline: नई दिल्ली। [42, 694, 86, 707]
red-square-icon [1204, 202, 1213, 211]
cdr-dateline [315, 783, 447, 797]
top-right-city: नई दिल्ली [1217, 204, 1254, 216]
lead-story-text-3: शामिल हैं। इस प्रेस कॉन्फ्रेंस के बाद हिमंत बिस्वा सरमा ने कांग्रेस के आरोपों का सोशल मीडिया प्लेटफॉर्म एक्स पर जवाब दिया। उन्होंने लिखा, 'प्रेस कॉन्फ्रेंस की हताशा और घबराहट दिखाती है। ये आधारहीन हमले कर रहे हैं। मैं उनके हर आरोप को खारिज करता हूं। हम 48 घंटे में पवन खेड़ा पर मानहानि का केस करेंगे'। उन्होंने पासपोर्ट में नाम और दूसरे ब्योरे में गड़बड़ी बताई और कहा कि कांग्रेस ने फर्जी तरीके से तैयार किया गया है, जिसका मकसद उनके चरित्र को बदनाम करना है। पवन खेड़ा ने दावा किया की रिंकी सरमा की दुबई और लंदन में प्रॉपर्टी हैं, जिसकी पूरी जानकारी उपलब्ध है। [904, 243, 1186, 384]
edition-page: पेज-2 [1419, 32, 1452, 48]
disclaimer-text: नया इंडिया के संपादन में हमारी हर संभव कोशिश है कि कोई गलती नहीं हो। हमारी कोशिश है कि अख़बार में छपी किसी खबर, रिपोर्ट, फीचर या लेख से किसी व्यक्ति, समूह, संगठन या समुदाय की भावना को ठेस नहीं पहुंचे। नया इंडिया में प्रकाशित लेख, विश्लेषण और समीक्षा से सम्बद्ध लेखकों और रचनाकारों के निजी व स्वतंत्र विचार हैं व ना कि अख़बार का। समाचार, फीचर, लेख के माध्यम से घटनाक्रम और विचारों को निष्पक्ष तरीके से पेश करने का हमारा प्रयास है। पाठकों से आग्रह है कि प्रकाशन में दी गई जानकारियों, सूचनाओं, विज्ञापनों को सत्यापित करें। इस सत्यापित तथ्य नहीं समझें। प्रकाशित समाचार या रिपोर्ट के आधार पर पाठकों के निजी या किसी भी कारोबारी और निज निर्णय के लिए नया इंडिया जिम्मेदार नहीं होगा। इसके लिए, लेखक, संपादक, प्रकाशक, प्रिंटर या विक्रेता को उत्तरदायी नहीं ठहराया जा सकता है। समाचार पत्र छपने वाले विज्ञापनों (डिस्प्ले/क्लासीफाइड) के तथ्यों को भी सत्यापित नहीं करता है। पाठकों से आग्रह है कि वे किसी सूचना, समाचार, विज्ञापनों आदि के आधार पर कोई फैसला करने से पहले तथ्यों की शुद्ध पुष्टि करें। [136, 1981, 1456, 2013]
